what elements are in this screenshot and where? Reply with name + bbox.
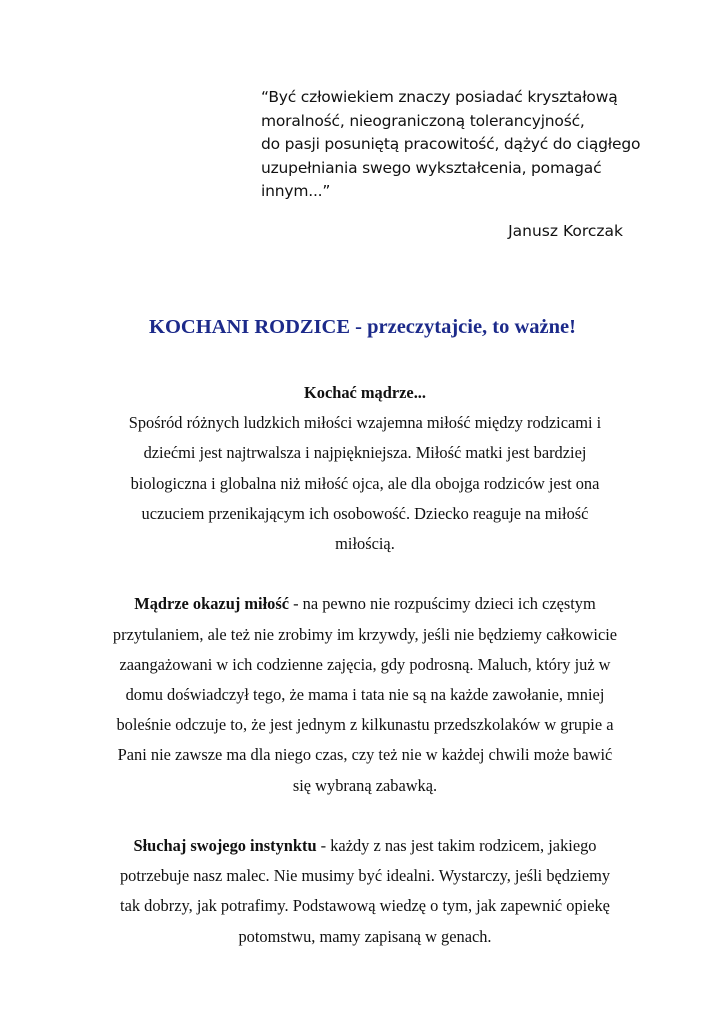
paragraph-line: się wybraną zabawką.	[292, 775, 438, 795]
paragraph-line: Pani nie zawsze ma dla niego czas, czy też nie w każdej chwili może bawić	[117, 745, 613, 765]
paragraph-spacer	[100, 801, 630, 831]
paragraph-line: potrzebuje nasz malec. Nie musimy być idealni. Wystarczy, jeśli będziemy	[119, 866, 611, 886]
paragraph-line	[100, 831, 630, 861]
paragraph-line: zaangażowani w ich codzienne zajęcia, gdy podrosną. Maluch, który już w	[119, 654, 611, 674]
paragraph-line: potomstwu, mamy zapisaną w genach.	[238, 926, 492, 946]
paragraph-line: domu doświadczył tego, że mama i tata nie są na każde zawołanie, mniej	[125, 685, 605, 705]
quote-line: uzupełniania swego wykształcenia, pomagać	[261, 158, 602, 177]
paragraph-line: dziećmi jest najtrwalsza i najpiękniejsza. Miłość matki jest bardziej	[143, 443, 587, 463]
quote-author: Janusz Korczak	[508, 222, 623, 240]
paragraph-line	[100, 589, 630, 619]
section-heading: Kochać mądrze...	[304, 383, 426, 402]
quote-line: “Być człowiekiem znaczy posiadać kryształową	[261, 88, 618, 106]
paragraph-line: miłością.	[335, 534, 395, 554]
paragraph-spacer	[100, 559, 630, 589]
page-title: KOCHANI RODZICE - przeczytajcie, to ważne!	[149, 316, 576, 338]
paragraph-line: uczuciem przenikającym ich osobowość. Dziecko reaguje na miłość	[141, 503, 589, 523]
korczak-quote	[261, 86, 681, 204]
paragraph-line: Spośród różnych ludzkich miłości wzajemna miłość między rodzicami i	[128, 413, 602, 433]
paragraph-line: przytulaniem, ale też nie zrobimy im krzywdy, jeśli nie będziemy całkowicie	[112, 624, 618, 644]
article-body	[100, 378, 630, 952]
quote-line: innym...”	[261, 182, 331, 200]
paragraph-line: boleśnie odczuje to, że jest jednym z kilkunastu przedszkolaków w grupie a	[116, 715, 614, 735]
quote-line: moralność, nieograniczoną tolerancyjność,	[261, 111, 585, 130]
section-lead: Słuchaj swojego instynktu	[133, 836, 317, 856]
paragraph-text: - na pewno nie rozpuścimy dzieci ich częstym	[289, 594, 596, 614]
quote-line: do pasji posuniętą pracowitość, dążyć do ciągłego	[261, 135, 641, 153]
paragraph-line: biologiczna i globalna niż miłość ojca, ale dla obojga rodziców jest ona	[130, 473, 600, 493]
section-lead: Mądrze okazuj miłość	[134, 594, 289, 614]
paragraph-text: - każdy z nas jest takim rodzicem, jakiego	[316, 836, 597, 856]
paragraph-line: tak dobrzy, jak potrafimy. Podstawową wiedzę o tym, jak zapewnić opiekę	[120, 896, 610, 916]
